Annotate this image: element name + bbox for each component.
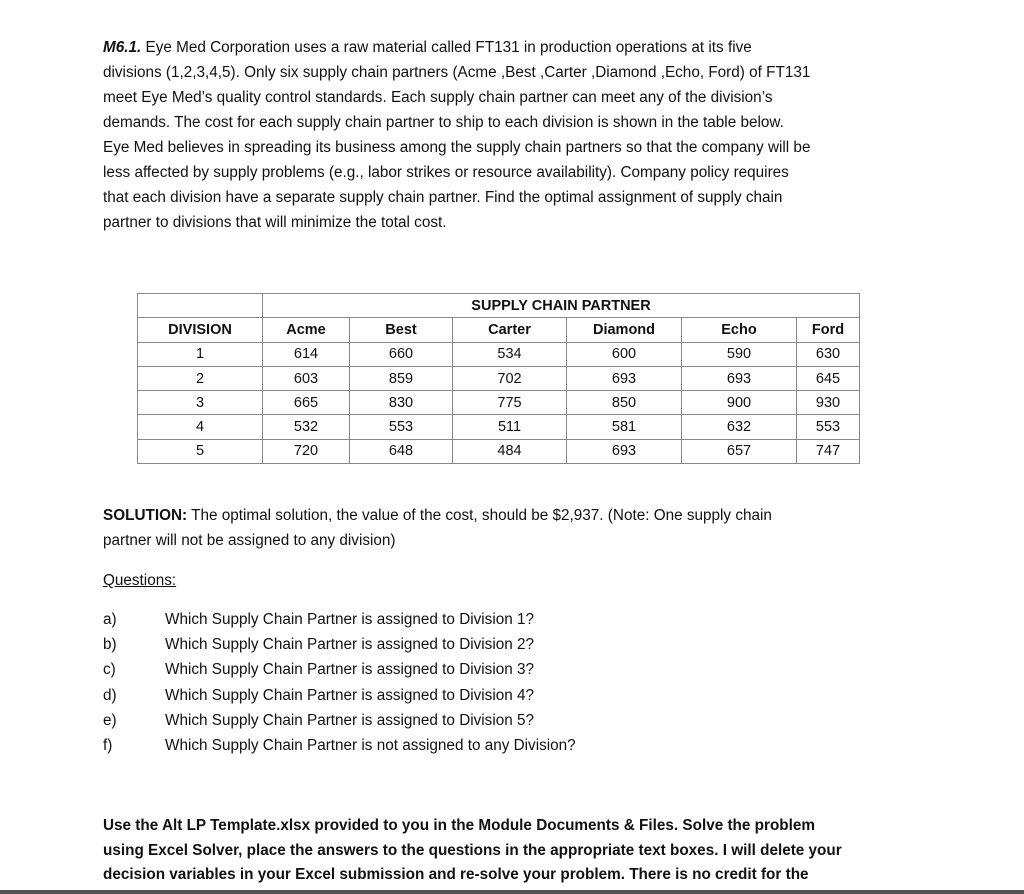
question-letter: e) <box>103 711 117 729</box>
column-header: Ford <box>797 318 860 342</box>
solution-label: SOLUTION: <box>103 507 188 524</box>
question-text: Which Supply Chain Partner is assigned to Division 2? <box>165 636 535 654</box>
cost-cell: 850 <box>567 391 682 415</box>
cost-cell: 600 <box>567 342 682 366</box>
question-letter: b) <box>103 636 117 654</box>
table-row <box>138 366 860 390</box>
question-text: Which Supply Chain Partner is assigned to Division 1? <box>165 611 535 628</box>
cost-cell: 657 <box>682 439 797 463</box>
cost-cell: 581 <box>567 415 682 439</box>
division-cell: 1 <box>138 342 263 366</box>
question-item <box>103 736 576 756</box>
column-header: Diamond <box>567 318 682 342</box>
questions-heading: Questions: <box>103 572 177 589</box>
table-row <box>138 391 860 415</box>
cost-cell: 614 <box>263 342 350 366</box>
cost-cell: 484 <box>453 439 567 463</box>
cost-cell: 532 <box>263 415 350 439</box>
division-cell: 3 <box>138 391 263 415</box>
question-item <box>103 660 534 680</box>
cost-cell: 603 <box>263 366 350 390</box>
cost-cell: 660 <box>350 342 453 366</box>
question-text: Which Supply Chain Partner is assigned to Division 3? <box>165 661 535 679</box>
division-cell: 2 <box>138 366 263 390</box>
cost-cell: 775 <box>453 391 567 415</box>
column-header: DIVISION <box>138 318 263 342</box>
instruction-line: using Excel Solver, place the answers to the questions in the appropriate text boxes. I will delete your <box>103 842 842 859</box>
table-row <box>138 415 860 439</box>
question-item <box>103 635 534 655</box>
question-text: Which Supply Chain Partner is assigned to Division 5? <box>165 711 535 729</box>
question-letter: f) <box>103 737 113 754</box>
solution-line: partner will not be assigned to any division) <box>103 532 396 549</box>
cost-cell: 590 <box>682 342 797 366</box>
problem-line: less affected by supply problems (e.g., labor strikes or resource availability). Company policy requires <box>103 164 789 181</box>
problem-line: Eye Med believes in spreading its business among the supply chain partners so that the company will be <box>103 139 811 156</box>
cost-cell: 693 <box>682 366 797 390</box>
cost-table <box>137 293 860 464</box>
problem-line: partner to divisions that will minimize the total cost. <box>103 214 447 231</box>
group-header: SUPPLY CHAIN PARTNER <box>263 294 860 318</box>
cost-cell: 553 <box>350 415 453 439</box>
cost-cell: 645 <box>797 366 860 390</box>
question-item <box>103 711 534 731</box>
problem-line: divisions (1,2,3,4,5). Only six supply chain partners (Acme ,Best ,Carter ,Diamond ,Echo, Ford) of FT131 <box>103 64 811 81</box>
question-letter: c) <box>103 661 116 679</box>
empty-header-cell <box>138 294 263 318</box>
question-text: Which Supply Chain Partner is not assigned to any Division? <box>165 737 576 754</box>
cost-cell: 630 <box>797 342 860 366</box>
instruction-line: decision variables in your Excel submission and re-solve your problem. There is no credit for the <box>103 866 809 883</box>
question-letter: a) <box>103 611 117 628</box>
instruction-line: Use the Alt LP Template.xlsx provided to you in the Module Documents & Files. Solve the problem <box>103 817 815 834</box>
cost-cell: 511 <box>453 415 567 439</box>
table-row <box>138 439 860 463</box>
cost-cell: 702 <box>453 366 567 390</box>
division-cell: 4 <box>138 415 263 439</box>
problem-line: meet Eye Med’s quality control standards. Each supply chain partner can meet any of the division’s <box>103 89 773 106</box>
problem-line: M6.1. Eye Med Corporation uses a raw material called FT131 in production operations at its five <box>103 39 752 56</box>
cost-cell: 720 <box>263 439 350 463</box>
page-divider <box>0 890 1024 894</box>
column-header: Carter <box>453 318 567 342</box>
cost-cell: 930 <box>797 391 860 415</box>
problem-line: demands. The cost for each supply chain partner to ship to each division is shown in the table below. <box>103 114 784 131</box>
cost-cell: 632 <box>682 415 797 439</box>
cost-cell: 693 <box>567 366 682 390</box>
cost-cell: 747 <box>797 439 860 463</box>
cost-cell: 859 <box>350 366 453 390</box>
cost-cell: 900 <box>682 391 797 415</box>
column-header: Acme <box>263 318 350 342</box>
problem-label: M6.1. <box>103 39 142 56</box>
cost-cell: 534 <box>453 342 567 366</box>
division-cell: 5 <box>138 439 263 463</box>
question-item <box>103 610 534 630</box>
cost-cell: 553 <box>797 415 860 439</box>
solution-line: SOLUTION: The optimal solution, the value of the cost, should be $2,937. (Note: One supply chain <box>103 507 772 524</box>
cost-cell: 665 <box>263 391 350 415</box>
question-letter: d) <box>103 686 117 704</box>
question-text: Which Supply Chain Partner is assigned to Division 4? <box>165 686 535 704</box>
cost-cell: 693 <box>567 439 682 463</box>
table-row <box>138 342 860 366</box>
column-header: Best <box>350 318 453 342</box>
column-header: Echo <box>682 318 797 342</box>
problem-line: that each division have a separate supply chain partner. Find the optimal assignment of supply chain <box>103 189 783 206</box>
question-item <box>103 686 534 706</box>
cost-cell: 830 <box>350 391 453 415</box>
cost-cell: 648 <box>350 439 453 463</box>
